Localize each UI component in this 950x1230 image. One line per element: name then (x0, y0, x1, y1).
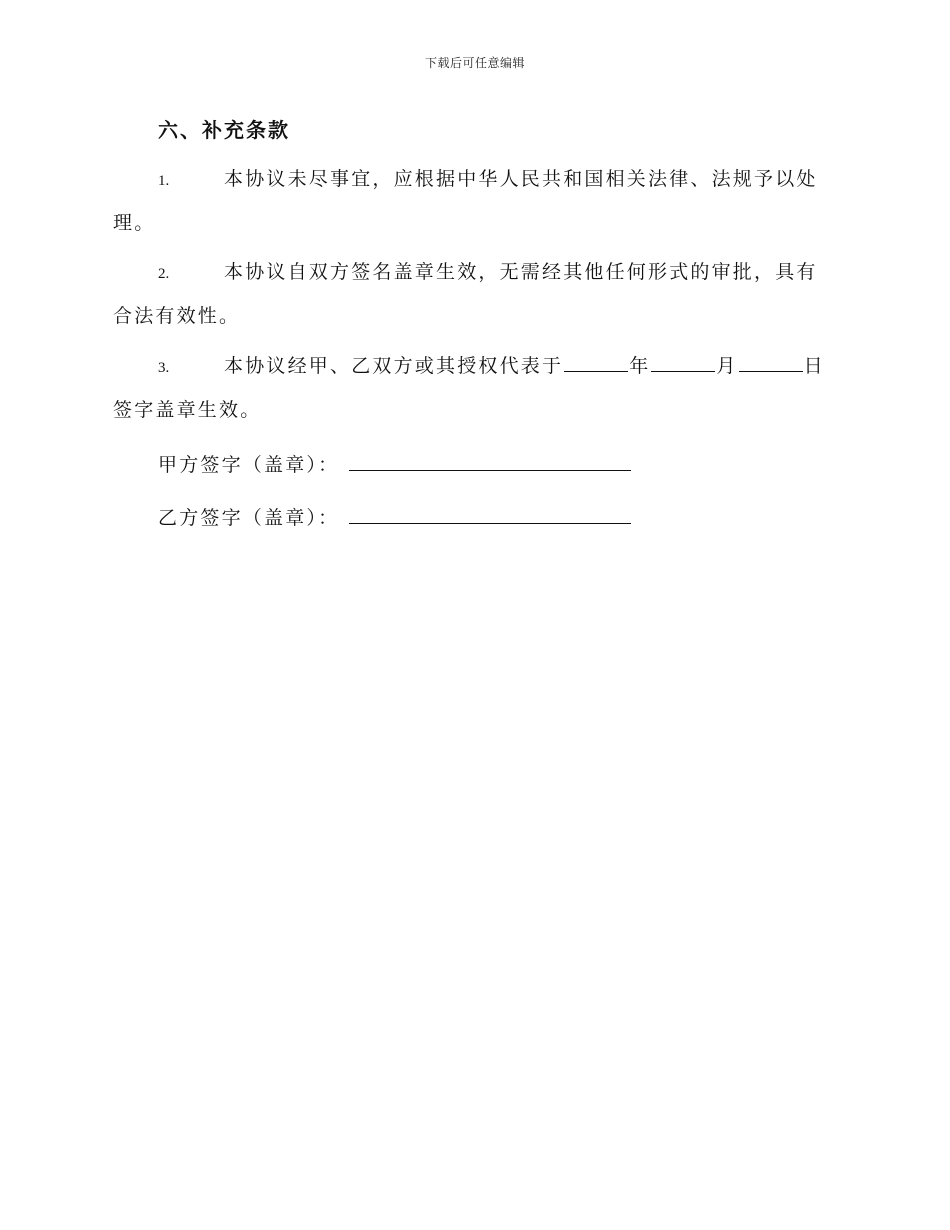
clause-3 (113, 345, 833, 431)
clause-2 (113, 251, 833, 337)
month-label: 月 (716, 355, 738, 377)
clause-number: 3. (158, 360, 170, 376)
year-blank[interactable] (564, 349, 628, 372)
party-b-label: 乙方签字（盖章）： (158, 507, 340, 529)
party-b-signature-line[interactable] (349, 501, 631, 524)
clause-text-end: 签字盖章生效。 (113, 399, 262, 421)
month-blank[interactable] (651, 349, 715, 372)
party-a-signature-line[interactable] (349, 448, 631, 471)
page-header: 下载后可任意编辑 (424, 56, 525, 70)
clause-number: 2. (158, 266, 170, 282)
clause-1 (113, 158, 833, 244)
party-a-signature (158, 448, 631, 477)
clause-number: 1. (158, 173, 170, 189)
day-blank[interactable] (739, 349, 803, 372)
party-a-label: 甲方签字（盖章）： (158, 454, 340, 476)
day-label: 日 (803, 355, 825, 377)
clause-text: 本协议经甲、乙双方或其授权代表于 (224, 355, 564, 377)
year-label: 年 (629, 355, 651, 377)
clause-text: 本协议未尽事宜，应根据中华人民共和国相关法律、法规予以处理。 (113, 168, 818, 234)
party-b-signature (158, 501, 631, 530)
section-title: 六、补充条款 (158, 118, 290, 142)
clause-text: 本协议自双方签名盖章生效，无需经其他任何形式的审批，具有合法有效性。 (113, 261, 818, 327)
